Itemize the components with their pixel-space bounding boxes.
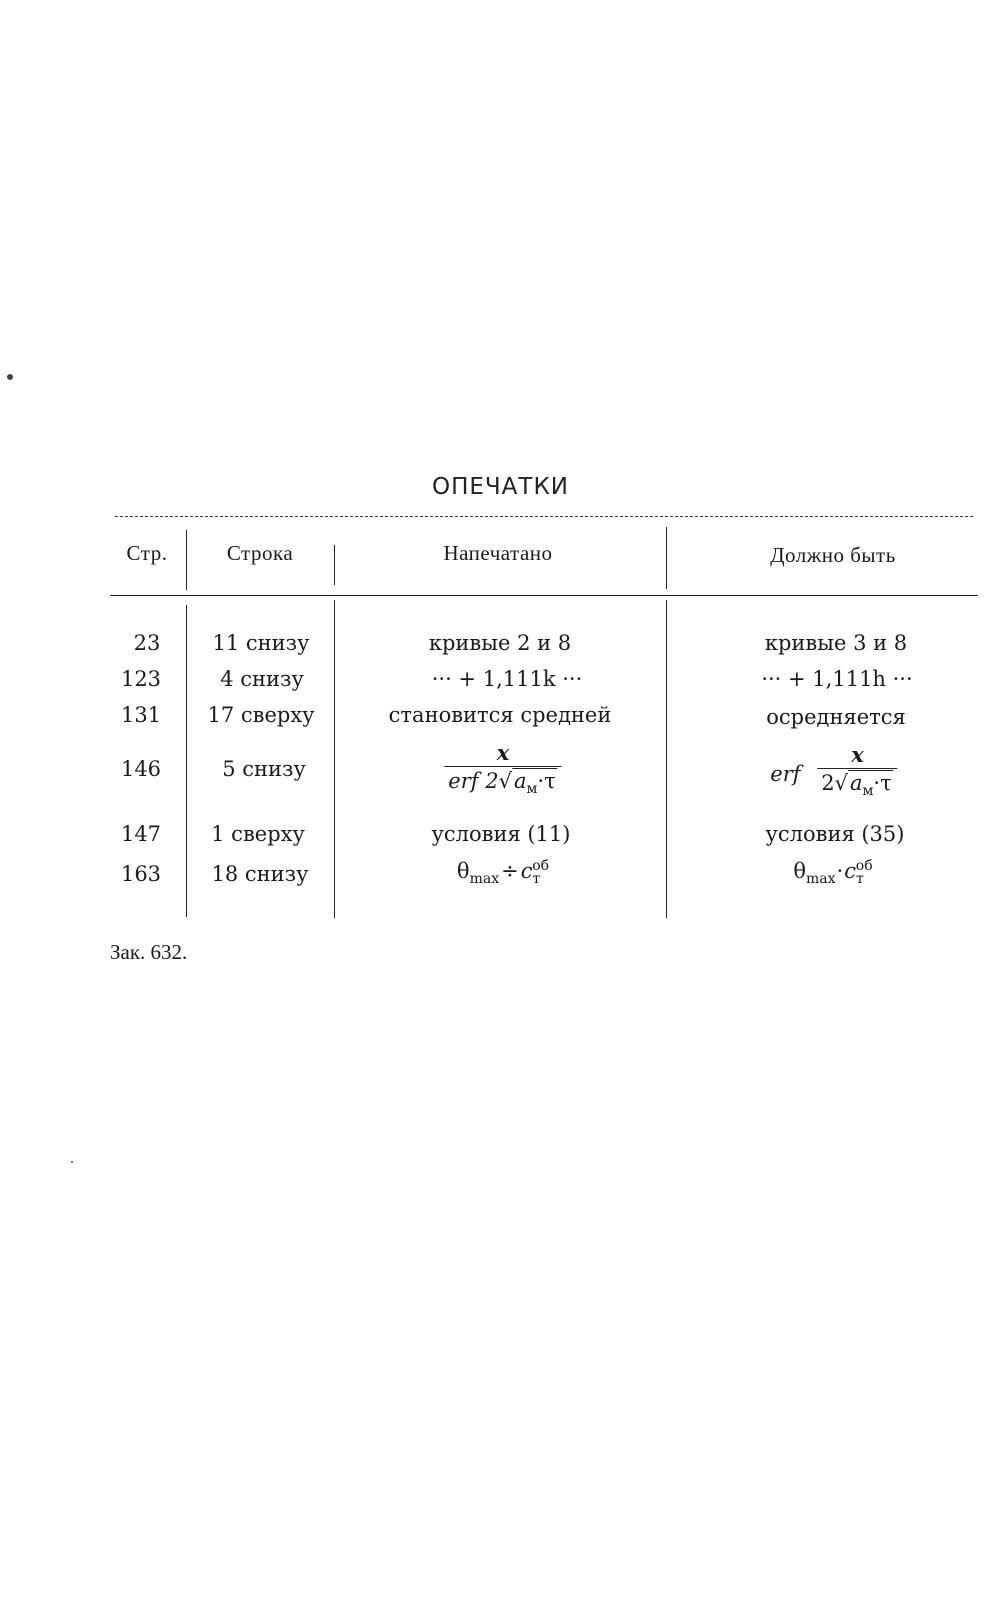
subscript: м (862, 783, 874, 800)
tau-term: ·τ (873, 771, 892, 795)
cell-page: 123 (120, 667, 162, 691)
speck (71, 1161, 73, 1163)
variable: c (520, 859, 533, 883)
page-title: ОПЕЧАТКИ (431, 474, 569, 500)
fraction (817, 742, 897, 805)
subscript-max: max (806, 871, 836, 888)
superscript: об (855, 858, 873, 874)
subscript: м (526, 781, 538, 798)
header-printed: Напечатано (443, 541, 553, 565)
speck (7, 374, 13, 380)
cell-should-be-formula (770, 742, 897, 805)
cell-printed-formula (457, 858, 549, 887)
column-divider (334, 600, 335, 918)
erf-term: erf (770, 761, 801, 786)
cell-printed: ··· + 1,111k ··· (431, 667, 583, 691)
cell-page: 163 (120, 862, 162, 886)
cell-printed: условия (11) (431, 822, 571, 846)
column-divider (186, 605, 187, 917)
coefficient: 2 (821, 771, 835, 795)
fraction (444, 740, 561, 803)
cell-line: 1 сверху (211, 822, 305, 846)
header-page: Стр. (126, 541, 168, 565)
cell-should-be: кривые 3 и 8 (764, 631, 908, 655)
header-should-be: Должно быть (770, 543, 896, 567)
subscript: т (532, 871, 541, 888)
denominator (817, 768, 897, 805)
column-divider (666, 527, 667, 589)
sqrt: $√a_м\cdot\tau$ (498, 769, 556, 798)
cell-line: 11 снизу (212, 631, 310, 655)
theta: θ (456, 859, 470, 883)
cell-should-be: условия (35) (765, 822, 905, 846)
denominator (444, 766, 561, 803)
cell-line: 4 снизу (220, 667, 304, 691)
cell-should-be: ··· + 1,111h ··· (761, 667, 913, 691)
table-top-rule (115, 516, 973, 517)
header-line: Строка (226, 541, 294, 565)
cell-page: 131 (120, 703, 162, 727)
column-divider (334, 545, 335, 585)
numerator: x (496, 740, 510, 765)
operator: · (836, 859, 844, 883)
variable: c (844, 859, 857, 883)
cell-should-be-formula (793, 858, 872, 887)
cell-printed-formula (444, 740, 561, 803)
cell-line: 18 снизу (211, 862, 309, 886)
numerator: x (851, 742, 864, 767)
tau-term: ·τ (537, 769, 556, 793)
radicand: a (513, 769, 527, 793)
erf-term: erf 2 (448, 769, 499, 793)
cell-page: 147 (120, 822, 162, 846)
radicand: a (849, 771, 863, 795)
operator: ÷ (501, 859, 519, 883)
header-bottom-rule (110, 595, 978, 596)
column-divider (666, 600, 667, 918)
cell-line: 17 сверху (207, 703, 315, 727)
cell-printed: кривые 2 и 8 (428, 631, 572, 655)
superscript: об (532, 858, 550, 874)
subscript-max: max (469, 871, 500, 888)
sqrt: $√a_м\cdot\tau$ (834, 771, 892, 800)
order-number: Зак. 632. (110, 940, 188, 964)
cell-page: 23 (133, 631, 161, 655)
cell-should-be: осредняется (766, 705, 906, 729)
column-divider (186, 530, 187, 590)
theta: θ (793, 859, 807, 883)
cell-line: 5 снизу (222, 757, 306, 781)
cell-page: 146 (120, 757, 162, 781)
cell-printed: становится средней (388, 703, 612, 727)
subscript: т (856, 871, 864, 888)
